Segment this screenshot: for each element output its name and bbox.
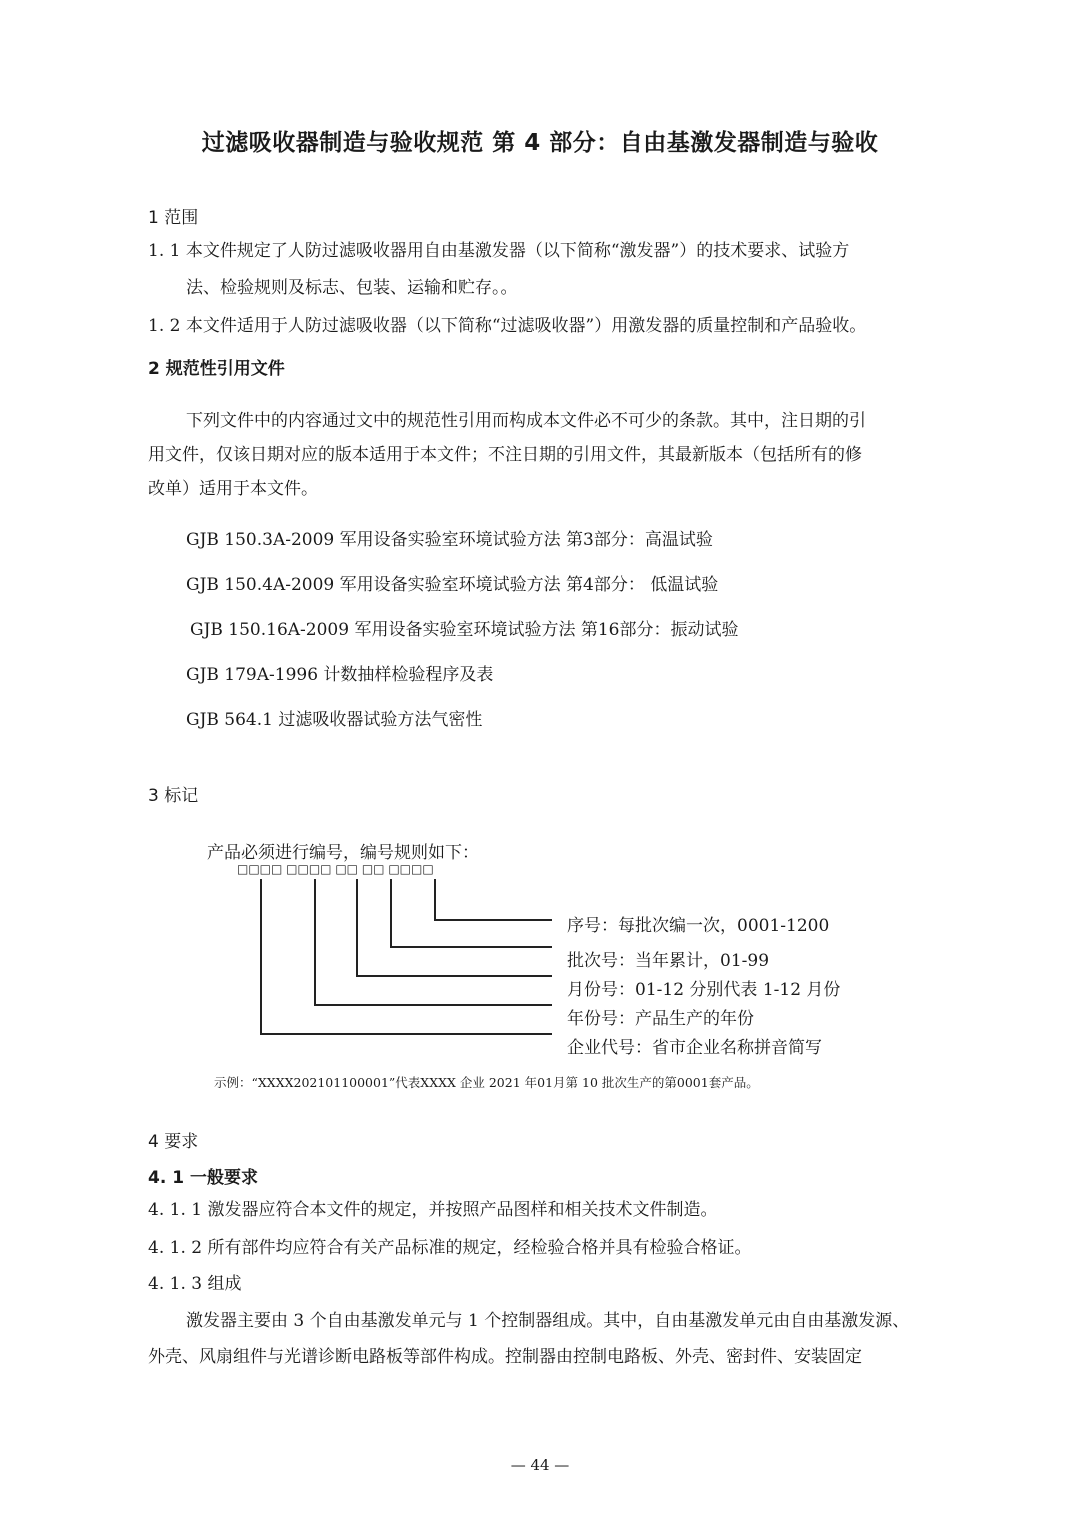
section-2-intro-line-1: 下列文件中的内容通过文中的规范性引用而构成本文件必不可少的条款。其中，注日期的引 (186, 411, 866, 431)
section-3-heading: 3 标记 (148, 786, 199, 806)
section-4-1-3: 4. 1. 3 组成 (148, 1274, 242, 1294)
code-format-boxes: □□□□ □□□□ □□ □□ □□□□ (237, 862, 434, 876)
document-title: 过滤吸收器制造与验收规范 第 4 部分：自由基激发器制造与验收 (201, 130, 879, 156)
section-1-1-line-2: 法、检验规则及标志、包装、运输和贮存。。 (186, 278, 518, 298)
section-2-intro-line-2: 用文件，仅该日期对应的版本适用于本文件；不注日期的引用文件，其最新版本（包括所有的修 (148, 445, 862, 465)
code-label-serial: 序号：每批次编一次，0001-1200 (567, 916, 830, 936)
reference-item: GJB 564.1 过滤吸收器试验方法气密性 (186, 710, 483, 730)
page-number: — 44 — (510, 1456, 570, 1474)
section-2-intro-line-3: 改单）适用于本文件。 (148, 479, 318, 499)
reference-item: GJB 150.16A-2009 军用设备实验室环境试验方法 第16部分：振动试验 (190, 620, 739, 640)
reference-item: GJB 150.4A-2009 军用设备实验室环境试验方法 第4部分： 低温试验 (186, 575, 719, 595)
reference-item: GJB 150.3A-2009 军用设备实验室环境试验方法 第3部分：高温试验 (186, 530, 713, 550)
section-4-para-line-1: 激发器主要由 3 个自由基激发单元与 1 个控制器组成。其中，自由基激发单元由自由基激发源、 (186, 1311, 910, 1331)
section-4-1-heading: 4. 1 一般要求 (148, 1168, 258, 1188)
section-1-1-line-1: 1. 1 本文件规定了人防过滤吸收器用自由基激发器（以下简称“激发器”）的技术要求、试验方 (148, 241, 850, 261)
marking-intro: 产品必须进行编号，编号规则如下： (207, 843, 479, 863)
section-1-heading: 1 范围 (148, 208, 199, 228)
code-label-month: 月份号：01-12 分别代表 1-12 月份 (567, 980, 841, 1000)
code-label-batch: 批次号：当年累计，01-99 (567, 951, 770, 971)
section-4-1-1: 4. 1. 1 激发器应符合本文件的规定，并按照产品图样和相关技术文件制造。 (148, 1200, 718, 1220)
reference-item: GJB 179A-1996 计数抽样检验程序及表 (186, 665, 494, 685)
section-4-para-line-2: 外壳、风扇组件与光谱诊断电路板等部件构成。控制器由控制电路板、外壳、密封件、安装固定 (148, 1347, 862, 1367)
code-label-enterprise: 企业代号：省市企业名称拼音简写 (567, 1038, 822, 1058)
section-1-2: 1. 2 本文件适用于人防过滤吸收器（以下简称“过滤吸收器”）用激发器的质量控制和产品验收。 (148, 316, 867, 336)
code-example: 示例：“XXXX202101100001”代表XXXX 企业 2021 年01月第 10 批次生产的第0001套产品。 (214, 1075, 759, 1090)
code-label-year: 年份号：产品生产的年份 (567, 1009, 754, 1029)
section-4-heading: 4 要求 (148, 1132, 199, 1152)
section-2-heading: 2 规范性引用文件 (148, 359, 285, 379)
section-4-1-2: 4. 1. 2 所有部件均应符合有关产品标准的规定，经检验合格并具有检验合格证。 (148, 1238, 752, 1258)
